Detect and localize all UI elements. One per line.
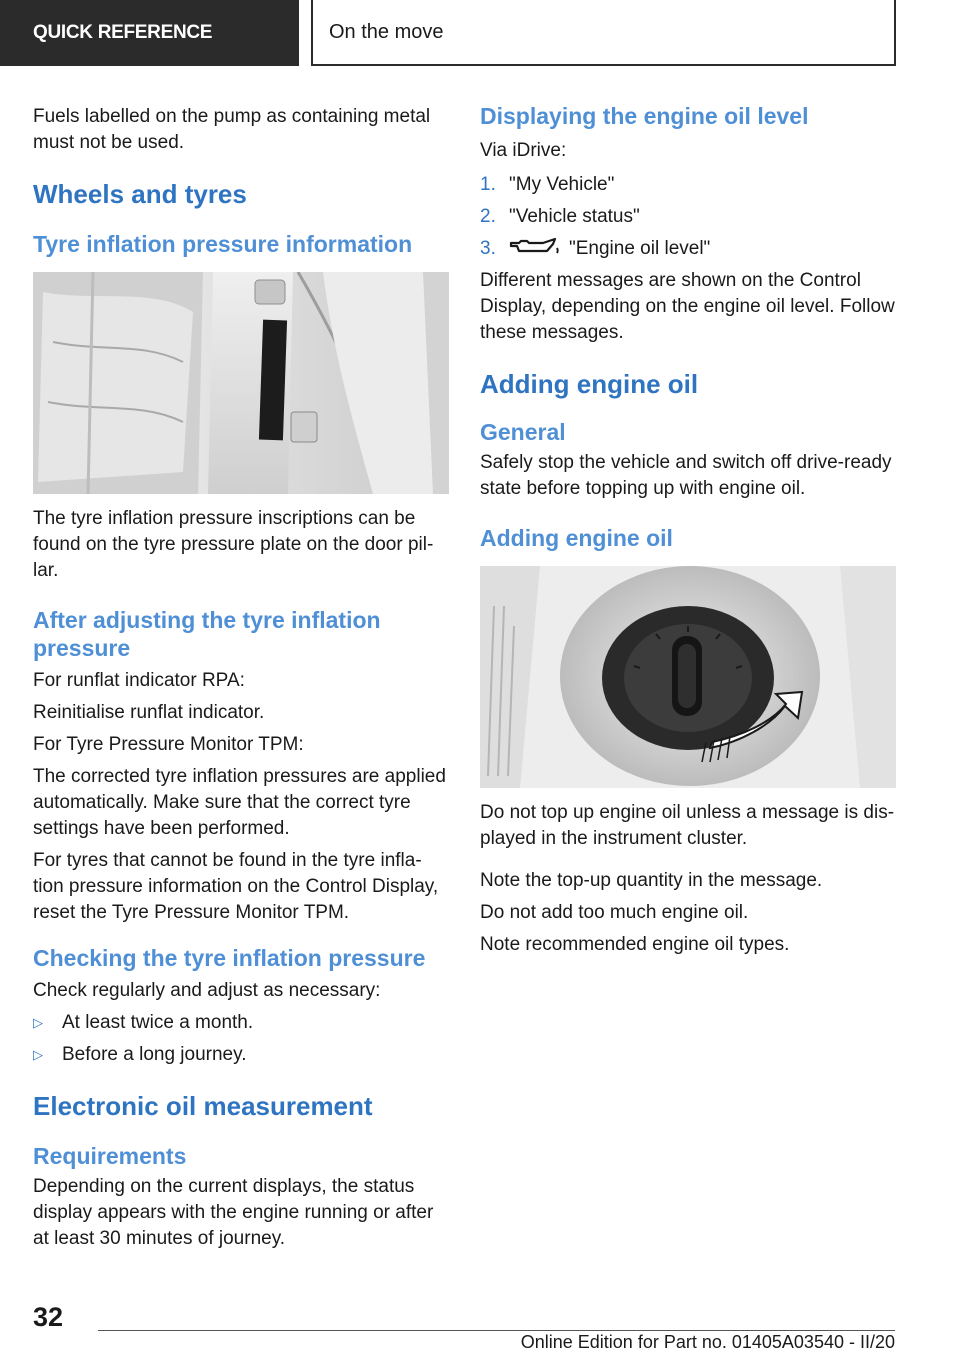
check-list [33,1010,449,1068]
right-column [480,100,896,958]
oil-filler-photo [480,566,896,788]
heading-checking-pressure: Checking the tyre inflation pressure [33,945,426,971]
list-item: 1. "My Vehicle" [480,174,615,195]
triangle-bullet-icon: ▷ [33,1015,43,1030]
requirements-text: Depending on the current displays, the status display appears with the engine running or after at least 30 minutes of journey. [33,1176,434,1249]
heading-tyre-inflation-info: Tyre inflation pressure information [33,231,413,257]
heading-displaying-oil-level: Displaying the engine oil level [480,103,809,129]
tyre-info-text: The tyre inflation pressure inscriptions can be found on the tyre pressure plate on the door pil-lar. [33,508,434,581]
section-tab: QUICK REFERENCE [0,0,299,66]
page-number: 32 [33,1302,64,1332]
check-intro: Check regularly and adjust as necessary: [33,980,381,1001]
no-too-much-text: Do not add too much engine oil. [480,902,749,923]
list-item: ▷ Before a long journey. [33,1042,449,1068]
list-item: 3. "Engine oil level" [480,238,711,259]
left-column [33,100,449,1252]
list-item: ▷ At least twice a month. [33,1010,449,1036]
heading-wheels-and-tyres: Wheels and tyres [33,179,247,209]
tpm-label: For Tyre Pressure Monitor TPM: [33,734,304,755]
footer-divider [98,1330,895,1331]
chapter-tab: On the move [311,0,896,66]
heading-requirements: Requirements [33,1143,187,1169]
page-header [0,0,960,66]
steps-list [480,172,896,262]
heading-after-adjusting: After adjusting the tyre inflation pressure [33,607,381,661]
rpa-label: For runflat indicator RPA: [33,670,245,691]
note-types-text: Note recommended engine oil types. [480,934,790,955]
oil-filler-illustration [480,566,896,788]
door-pillar-illustration [33,272,449,494]
triangle-bullet-icon: ▷ [33,1047,43,1062]
no-topup-text: Do not top up engine oil unless a message is dis-played in the instrument cluster. [480,802,895,849]
fuel-note: Fuels labelled on the pump as containing metal must not be used. [33,106,431,153]
general-text: Safely stop the vehicle and switch off drive-ready state before topping up with engine oil. [480,452,892,499]
tpm-reset-text: For tyres that cannot be found in the tyre infla-tion pressure information on the Control Display, reset the Tyre Pressure Monitor TPM. [33,850,439,923]
list-item: 2. "Vehicle status" [480,206,640,227]
oil-can-icon [509,236,567,258]
door-pillar-photo [33,272,449,494]
note-quantity-text: Note the top-up quantity in the message. [480,870,823,891]
footer-edition: Online Edition for Part no. 01405A03540 - II/20 [520,1332,895,1352]
heading-electronic-oil: Electronic oil measurement [33,1091,373,1121]
via-idrive: Via iDrive: [480,140,567,161]
tpm-text: The corrected tyre inflation pressures are applied automatically. Make sure that the correct tyre settings have been performed. [33,766,446,839]
heading-adding-engine-oil-sub: Adding engine oil [480,525,673,551]
rpa-text: Reinitialise runflat indicator. [33,702,265,723]
messages-text: Different messages are shown on the Control Display, depending on the engine oil level. Follow these messages. [480,270,895,343]
heading-adding-engine-oil: Adding engine oil [480,369,699,399]
heading-general: General [480,419,566,445]
